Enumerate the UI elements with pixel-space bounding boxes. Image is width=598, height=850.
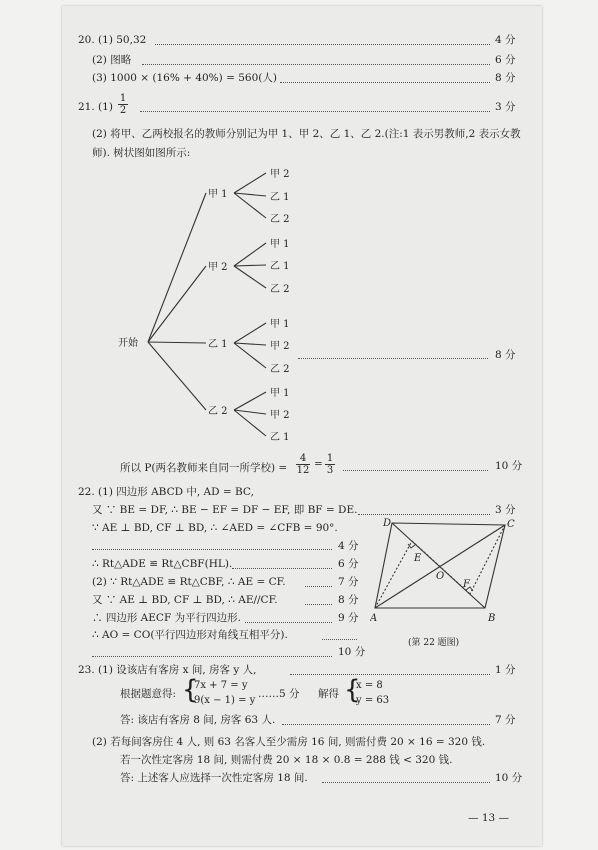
- tree-leaf-label: 甲 2: [270, 169, 290, 180]
- fraction-denominator: 2: [119, 105, 127, 116]
- q23-line5: (2) 若每间客房住 4 人, 则 63 名客人至少需房 16 间, 则需付费 20 × 16 = 320 钱.: [92, 736, 486, 748]
- fraction-numerator: 1: [119, 93, 127, 104]
- q21-paragraph2b: 师). 树状图如图所示:: [92, 147, 191, 159]
- q22-line2: 又 ∵ BE = DF, ∴ BE − EF = DF − EF, 即 BF = DE.: [92, 504, 358, 516]
- solution-brace: {: [344, 675, 361, 705]
- q23-label-basis: 根据题意得:: [120, 688, 177, 700]
- dotted-leader: [282, 724, 490, 725]
- tree-leaf-label: 甲 1: [270, 388, 290, 399]
- q23-line6: 若一次性定客房 18 间, 则需付费 20 × 18 × 0.8 = 288 钱 < 320 钱.: [120, 754, 453, 766]
- q21-score1: 3 分: [495, 101, 516, 113]
- q22-score-7: 7 分: [338, 576, 359, 588]
- tree-branch-leaf: [234, 392, 266, 410]
- q22-score-10: 10 分: [338, 646, 366, 658]
- q23-equation1: 7x + 7 = y: [194, 680, 248, 691]
- tree-leaf-label: 乙 2: [270, 284, 290, 295]
- label-e: E: [414, 553, 422, 564]
- label-b: B: [488, 613, 496, 624]
- dotted-leader: [92, 656, 332, 657]
- q22-score-9: 9 分: [338, 612, 359, 624]
- figure-caption: (第 22 题图): [408, 638, 460, 648]
- q22-line9: ∴ AO = CO(平行四边形对角线互相平分).: [92, 629, 288, 641]
- q20-score2: 6 分: [495, 54, 516, 66]
- q23-solve-label: 解得: [318, 688, 339, 700]
- tree-branch-root: [148, 342, 206, 343]
- tree-leaf-label: 乙 1: [270, 432, 290, 443]
- tree-branch-leaf: [234, 193, 266, 218]
- fraction-numerator: 1: [326, 453, 334, 464]
- q22-line6: (2) ∵ Rt△ADE ≌ Rt△CBF, ∴ AE = CF.: [92, 576, 286, 588]
- dotted-leader: [322, 782, 490, 783]
- q22-score-6: 6 分: [338, 558, 359, 570]
- q21-probability-text: 所以 P(两名教师来自同一所学校) =: [120, 462, 288, 474]
- dotted-leader: [343, 470, 488, 471]
- tree-node-label: 甲 1: [208, 189, 228, 200]
- q20-score3: 8 分: [495, 72, 516, 84]
- tree-branch-root: [148, 193, 206, 342]
- tree-leaf-label: 甲 2: [270, 410, 290, 421]
- tree-leaf-label: 甲 1: [270, 319, 290, 330]
- label-d: D: [383, 518, 392, 529]
- page-number: — 13 —: [468, 812, 510, 824]
- tree-branch-leaf: [234, 243, 266, 266]
- q20-line1: 20. (1) 50,32: [78, 34, 147, 46]
- fraction-denominator: 12: [296, 465, 310, 476]
- q20-line3: (3) 1000 × (16% + 40%) = 560(人): [92, 72, 277, 84]
- q23-solution-y: y = 63: [356, 695, 390, 706]
- q21-score-prob: 10 分: [495, 460, 523, 472]
- equals-sign: =: [314, 458, 323, 470]
- tree-branch-root: [148, 266, 206, 342]
- tree-branch-leaf: [234, 323, 266, 343]
- q22-line3: ∵ AE ⊥ BD, CF ⊥ BD, ∴ ∠AED = ∠CFB = 90°.: [92, 522, 338, 534]
- q21-line1: 21. (1): [78, 101, 113, 113]
- dotted-leader: [245, 622, 332, 623]
- q23-line1: 23. (1) 设该店有客房 x 间, 房客 y 人,: [78, 664, 257, 676]
- segment-cf: [470, 525, 505, 594]
- dotted-leader: [92, 549, 332, 550]
- tree-node-label: 乙 1: [208, 339, 228, 350]
- dotted-leader: [298, 358, 488, 359]
- q22-score-4: 4 分: [338, 540, 359, 552]
- q22-line7: 又 ∵ AE ⊥ BD, CF ⊥ BD, ∴ AE//CF.: [92, 594, 278, 606]
- tree-branch-root: [148, 342, 206, 410]
- tree-branch-leaf: [234, 343, 266, 368]
- label-f: F: [463, 579, 470, 590]
- q21-fraction-4-12: [296, 453, 310, 476]
- dotted-leader: [305, 586, 332, 587]
- tree-branch-leaf: [234, 343, 266, 345]
- system-brace: {: [182, 675, 199, 705]
- label-a: A: [370, 613, 378, 624]
- dotted-leader: [305, 604, 332, 605]
- segment-ae: [375, 541, 412, 608]
- tree-leaf-label: 甲 2: [270, 341, 290, 352]
- tree-node-label: 甲 2: [208, 262, 228, 273]
- q21-fraction-1-3: [325, 453, 335, 476]
- q21-score-tree: 8 分: [495, 349, 516, 361]
- tree-branch-leaf: [234, 266, 266, 288]
- q23-equation2: 9(x − 1) = y: [194, 695, 256, 706]
- tree-branch-leaf: [234, 173, 266, 193]
- dotted-leader: [322, 639, 357, 640]
- q23-score-1: 1 分: [495, 664, 516, 676]
- q23-score-10: 10 分: [495, 772, 523, 784]
- q21-paragraph2a: (2) 将甲、乙两校报名的教师分别记为甲 1、甲 2、乙 1、乙 2.(注:1 表示男教师,2 表示女教: [92, 128, 521, 140]
- q23-answer2: 答: 上述客人应选择一次性定客房 18 间.: [120, 772, 308, 784]
- dotted-leader: [290, 674, 490, 675]
- q22-line1: 22. (1) 四边形 ABCD 中, AD = BC,: [78, 486, 254, 498]
- dotted-leader: [232, 568, 332, 569]
- q22-score-8: 8 分: [338, 594, 359, 606]
- q22-line8: ∴ 四边形 AECF 为平行四边形.: [92, 612, 241, 624]
- label-c: C: [507, 519, 515, 530]
- fraction-numerator: 4: [296, 453, 310, 465]
- q23-score-5: ……5 分: [258, 688, 300, 700]
- tree-root-label: 开始: [118, 338, 138, 349]
- label-o: O: [436, 571, 445, 582]
- q22-line5: ∴ Rt△ADE ≌ Rt△CBF(HL).: [92, 558, 233, 570]
- tree-leaf-label: 乙 2: [270, 214, 290, 225]
- q23-solution-x: x = 8: [356, 680, 383, 691]
- fraction-denominator: 3: [326, 465, 334, 476]
- q23-score-7: 7 分: [495, 714, 516, 726]
- parallelogram-figure: [370, 515, 515, 655]
- q23-answer1: 答: 该店有客房 8 间, 房客 63 人.: [120, 714, 276, 726]
- tree-leaf-label: 甲 1: [270, 239, 290, 250]
- q20-score1: 4 分: [495, 34, 516, 46]
- tree-leaf-label: 乙 2: [270, 364, 290, 375]
- tree-branch-leaf: [234, 265, 266, 266]
- tree-leaf-label: 乙 1: [270, 192, 290, 203]
- tree-node-label: 乙 2: [208, 406, 228, 417]
- tree-branch-leaf: [234, 193, 266, 196]
- q20-line2: (2) 图略: [92, 54, 132, 66]
- tree-leaf-label: 乙 1: [270, 261, 290, 272]
- q22-score-3: 3 分: [495, 504, 516, 516]
